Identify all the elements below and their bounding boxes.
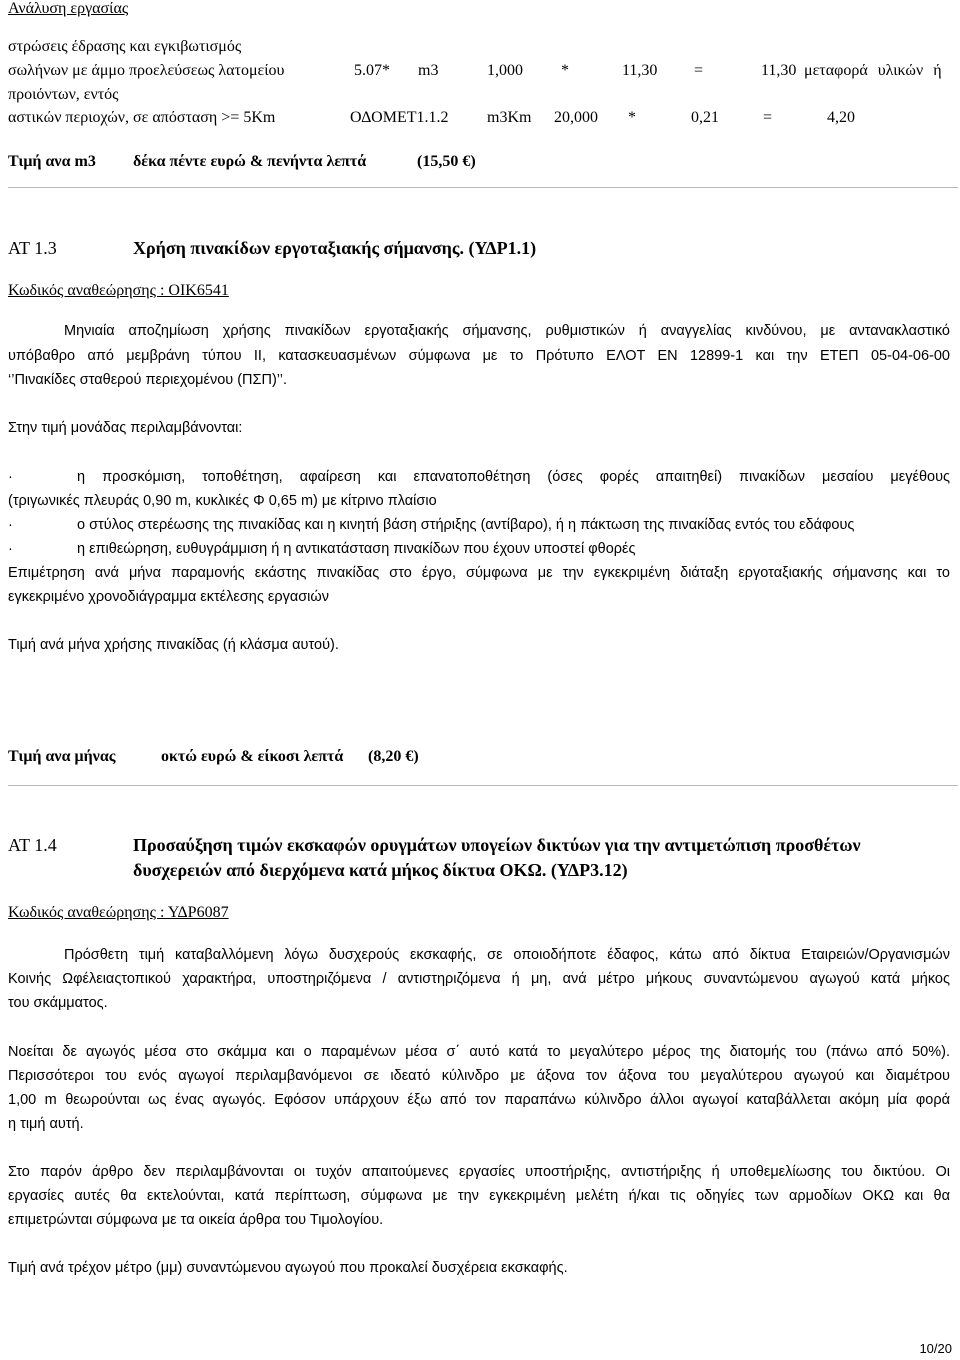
analysis-row-unit: m3Km [487, 109, 532, 126]
paragraph-line: 1,00 m θεωρούνται ως ένας αγωγός. Εφόσον υπάρχουν έξω από τον παραπάνω κύλινδρο άλλοι αγωγοί καταβάλλεται ακόμη μία φορά [8, 1092, 950, 1108]
revision-code: Κωδικός αναθεώρησης : ΥΔΡ6087 [8, 904, 229, 921]
bullet-text: η προσκόμιση, τοποθέτηση, αφαίρεση και επανατοποθέτηση (όσες φορές απαιτηθεί) πινακίδων μεσαίου μεγέθους [77, 469, 950, 485]
analysis-row-op: * [561, 62, 569, 79]
analysis-row-desc: σωλήνων με άμμο προελεύσεως λατομείου [8, 62, 285, 79]
divider [8, 187, 958, 188]
item-code: ΑΤ 1.4 [8, 835, 57, 855]
measurement-text: εγκεκριμένο χρονοδιάγραμμα εκτέλεσης εργασιών [8, 589, 329, 605]
bullet-icon: · [8, 469, 13, 485]
bullet-text: (τριγωνικές πλευράς 0,90 m, κυκλικές Φ 0,65 m) με κίτρινο πλαίσιο [8, 493, 437, 509]
paragraph-line: Κοινής Ωφέλειαςτοπικού χαρακτήρα, υποστηριζόμενα / αντιστηριζόμενα ή μη, ανά μέτρο μήκους συναντώμενου αγωγού κατά μήκος [8, 971, 950, 987]
includes-label: Στην τιμή μονάδας περιλαμβάνονται: [8, 420, 243, 436]
price-words: δέκα πέντε ευρώ & πενήντα λεπτά [133, 153, 367, 170]
analysis-row-unit: m3 [418, 62, 439, 79]
price-words: οκτώ ευρώ & είκοσι λεπτά [161, 748, 344, 765]
paragraph-line: Περισσότεροι του ενός αγωγοί περιλαμβανόμενοι σε ιδεατό κύλινδρο με άξονα τον άξονα του μεγαλύτερου αγωγού και διαμέτρου [8, 1068, 950, 1084]
item-title: Προσαύξηση τιμών εκσκαφών ορυγμάτων υπογείων δικτύων για την αντιμετώπιση προσθέτων [133, 835, 861, 855]
price-value: (15,50 €) [417, 153, 476, 170]
paragraph-line: εργασίες αυτές θα εκτελούνται, κατά περίπτωση, σύμφωνα με την εγκεκριμένη μελέτη ή/και τις οδηγίες των αρμοδίων ΟΚΩ και θα [8, 1188, 950, 1204]
paragraph-line: επιμετρώνται σύμφωνα με τα οικεία άρθρα του Τιμολογίου. [8, 1212, 384, 1228]
analysis-row-total: 4,20 [827, 109, 855, 126]
page-number: 10/20 [919, 1341, 952, 1356]
unit-price-text: Τιμή ανά μήνα χρήσης πινακίδας (ή κλάσμα αυτού). [8, 637, 339, 653]
description-line: Μηνιαία αποζημίωση χρήσης πινακίδων εργοταξιακής σήμανσης, ρυθμιστικών ή αναγγελίας κινδύνου, με αντανακλαστικό [64, 323, 950, 339]
analysis-row-op: * [628, 109, 636, 126]
paragraph-line: του σκάμματος. [8, 995, 108, 1011]
bullet-icon: · [8, 517, 13, 533]
analysis-row-code: ΟΔΟΜΕΤ1.1.2 [350, 109, 449, 126]
measurement-text: Επιμέτρηση ανά μήνα παραμονής εκάστης πινακίδας στο έργο, σύμφωνα με την εγκεκριμένη διάταξη εργοταξιακής σήμανσης και το [8, 565, 950, 581]
analysis-line: προιόντων, εντός [8, 86, 119, 103]
revision-code: Κωδικός αναθεώρησης : ΟΙΚ6541 [8, 282, 229, 299]
analysis-row-price: 0,21 [691, 109, 719, 126]
item-title: δυσχερειών από διερχόμενα κατά μήκος δίκτυα ΟΚΩ. (ΥΔΡ3.12) [133, 860, 628, 880]
analysis-row-desc: αστικών περιοχών, σε απόσταση >= 5Km [8, 109, 276, 126]
paragraph-line: Στο παρόν άρθρο δεν περιλαμβάνονται οι τυχόν απαιτούμενες εργασίες υποστήριξης, αντιστήριξης ή υποθεμελίωσης του δικτύου. Οι [8, 1164, 950, 1180]
price-value: (8,20 €) [368, 748, 419, 765]
analysis-row-tail: μεταφορά υλικών ή [804, 62, 942, 79]
item-title: Χρήση πινακίδων εργοταξιακής σήμανσης. (ΥΔΡ1.1) [133, 238, 537, 258]
item-code: ΑΤ 1.3 [8, 238, 57, 258]
price-label: Τιμή ανα μήνας [8, 748, 116, 765]
description-line: ‘’Πινακίδες σταθερού περιεχομένου (ΠΣΠ)’’. [8, 372, 287, 388]
analysis-row-price: 11,30 [622, 62, 658, 79]
analysis-row-code: 5.07* [354, 62, 390, 79]
analysis-line: στρώσεις έδρασης και εγκιβωτισμός [8, 38, 242, 55]
unit-price-text: Τιμή ανά τρέχον μέτρο (μμ) συναντώμενου αγωγού που προκαλεί δυσχέρεια εκσκαφής. [8, 1260, 568, 1276]
analysis-row-eq: = [694, 62, 704, 79]
paragraph-line: Πρόσθετη τιμή καταβαλλόμενη λόγω δυσχερούς εκσκαφής, σε οποιοδήποτε έδαφος, κάτω από δίκτυα Εταιρειών/Οργανισμών [64, 947, 950, 963]
bullet-text: ο στύλος στερέωσης της πινακίδας και η κινητή βάση στήριξης (αντίβαρο), ή η πάκτωση της πινακίδας εντός του εδάφους [77, 517, 855, 533]
price-label: Τιμή ανα m3 [8, 153, 96, 170]
analysis-row-qty: 20,000 [554, 109, 598, 126]
analysis-row-total: 11,30 [761, 62, 797, 79]
section-title: Ανάλυση εργασίας [8, 0, 129, 17]
analysis-row-eq: = [763, 109, 773, 126]
bullet-text: η επιθεώρηση, ευθυγράμμιση ή η αντικατάσταση πινακίδων που έχουν υποστεί φθορές [77, 541, 636, 557]
paragraph-line: η τιμή αυτή. [8, 1116, 84, 1132]
divider [8, 785, 958, 786]
bullet-icon: · [8, 541, 13, 557]
description-line: υπόβαθρο από μεμβράνη τύπου ΙΙ, κατασκευασμένων σύμφωνα με το Πρότυπο ΕΛΟΤ ΕΝ 12899-1 και την ΕΤΕΠ 05-04-06-00 [8, 348, 950, 364]
analysis-row-qty: 1,000 [487, 62, 523, 79]
paragraph-line: Νοείται δε αγωγός μέσα στο σκάμμα και ο παραμένων μέσα σ΄ αυτό κατά το μεγαλύτερο μέρος της διατομής του (πάνω από 50%). [8, 1044, 950, 1060]
